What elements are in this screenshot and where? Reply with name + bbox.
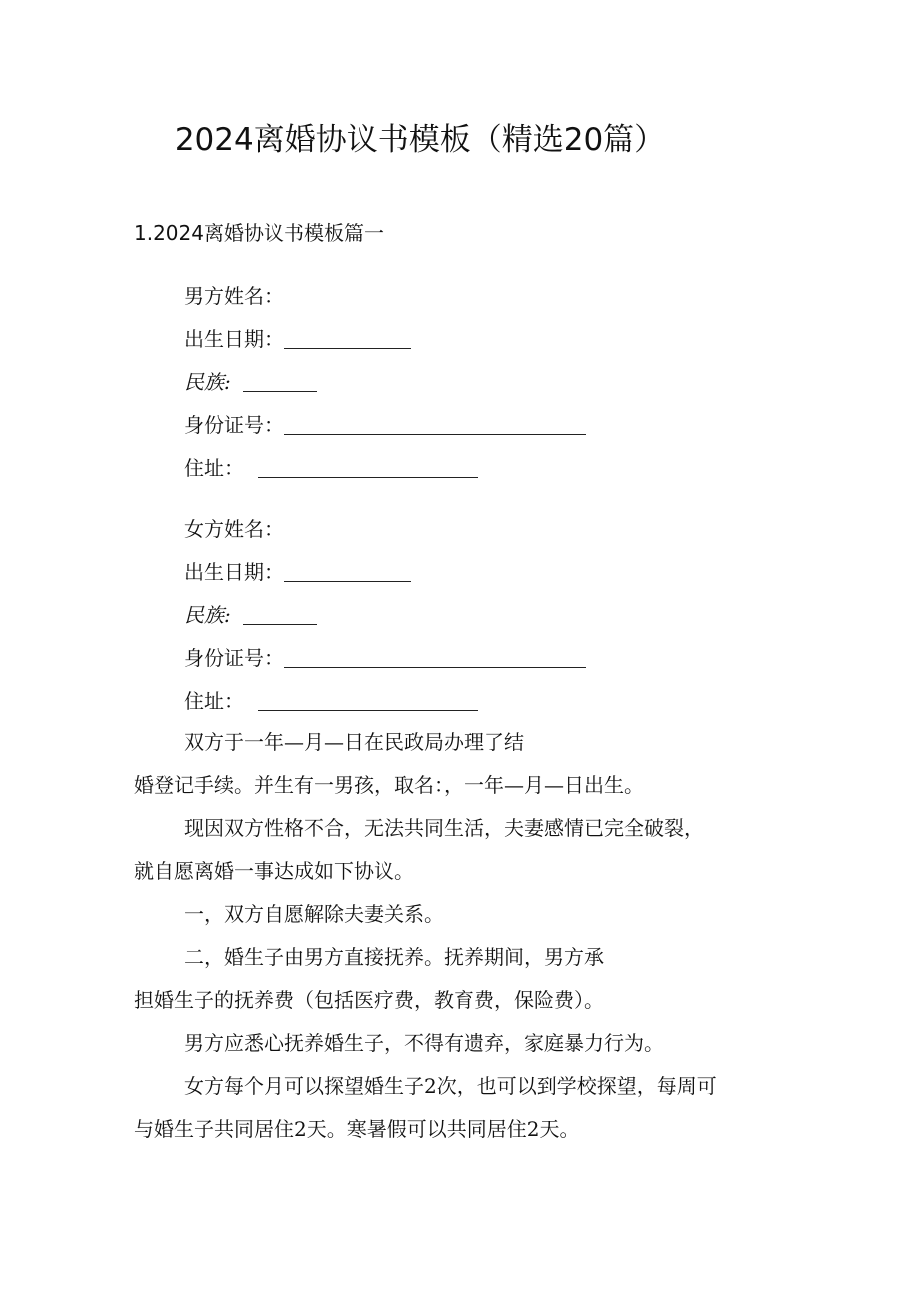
- male-ethnicity-blank: [243, 371, 317, 392]
- paragraph-line: 与婚生子共同居住2天。寒暑假可以共同居住2天。: [134, 1117, 580, 1141]
- male-id-field: [184, 411, 586, 439]
- paragraph-visitation: [134, 1065, 814, 1151]
- male-id-label: 身份证号：: [184, 413, 284, 437]
- section-heading: 1.2024离婚协议书模板篇一: [134, 221, 384, 245]
- male-name-field: [184, 282, 284, 310]
- male-address-label: 住址：: [184, 456, 244, 480]
- paragraph-line: 二，婚生子由男方直接抚养。抚养期间，男方承: [184, 945, 604, 969]
- paragraph-line: 女方每个月可以探望婚生子2次，也可以到学校探望，每周可: [184, 1074, 717, 1098]
- female-id-field: [184, 644, 586, 672]
- male-name-label: 男方姓名：: [184, 284, 284, 308]
- female-ethnicity-field: [184, 601, 317, 629]
- male-ethnicity-field: [184, 368, 317, 396]
- paragraph-line: 一，双方自愿解除夫妻关系。: [184, 902, 444, 926]
- female-address-label: 住址：: [184, 689, 244, 713]
- paragraph-marriage-registration: [134, 721, 814, 807]
- paragraph-divorce-reason: [134, 807, 814, 893]
- male-birth-blank: [284, 328, 411, 349]
- female-name-label: 女方姓名：: [184, 517, 284, 541]
- paragraph-line: 双方于一年—月—日在民政局办理了结: [184, 730, 524, 754]
- male-ethnicity-label: 民族:: [184, 370, 231, 394]
- male-birth-label: 出生日期：: [184, 327, 284, 351]
- male-birth-field: [184, 325, 411, 353]
- female-birth-field: [184, 558, 411, 586]
- male-address-field: [184, 454, 478, 482]
- paragraph-line: 现因双方性格不合，无法共同生活，夫妻感情已完全破裂，: [184, 816, 704, 840]
- female-id-label: 身份证号：: [184, 646, 284, 670]
- paragraph-line: 婚登记手续。并生有一男孩，取名：，一年—月—日出生。: [134, 773, 644, 797]
- female-birth-label: 出生日期：: [184, 560, 284, 584]
- paragraph-clause-two: [134, 936, 814, 1022]
- male-address-blank: [258, 457, 478, 478]
- female-name-field: [184, 515, 284, 543]
- document-title: 2024离婚协议书模板（精选20篇）: [174, 122, 666, 158]
- paragraph-care-duty: [134, 1022, 814, 1065]
- female-address-field: [184, 687, 478, 715]
- paragraph-line: 担婚生子的抚养费（包括医疗费，教育费，保险费）。: [134, 988, 604, 1012]
- female-address-blank: [258, 690, 478, 711]
- paragraph-clause-one: [134, 893, 814, 936]
- female-birth-blank: [284, 561, 411, 582]
- paragraph-line: 就自愿离婚一事达成如下协议。: [134, 859, 414, 883]
- female-ethnicity-blank: [243, 604, 317, 625]
- female-ethnicity-label: 民族:: [184, 603, 231, 627]
- male-id-blank: [284, 414, 586, 435]
- female-id-blank: [284, 647, 586, 668]
- paragraph-line: 男方应悉心抚养婚生子，不得有遗弃，家庭暴力行为。: [184, 1031, 664, 1055]
